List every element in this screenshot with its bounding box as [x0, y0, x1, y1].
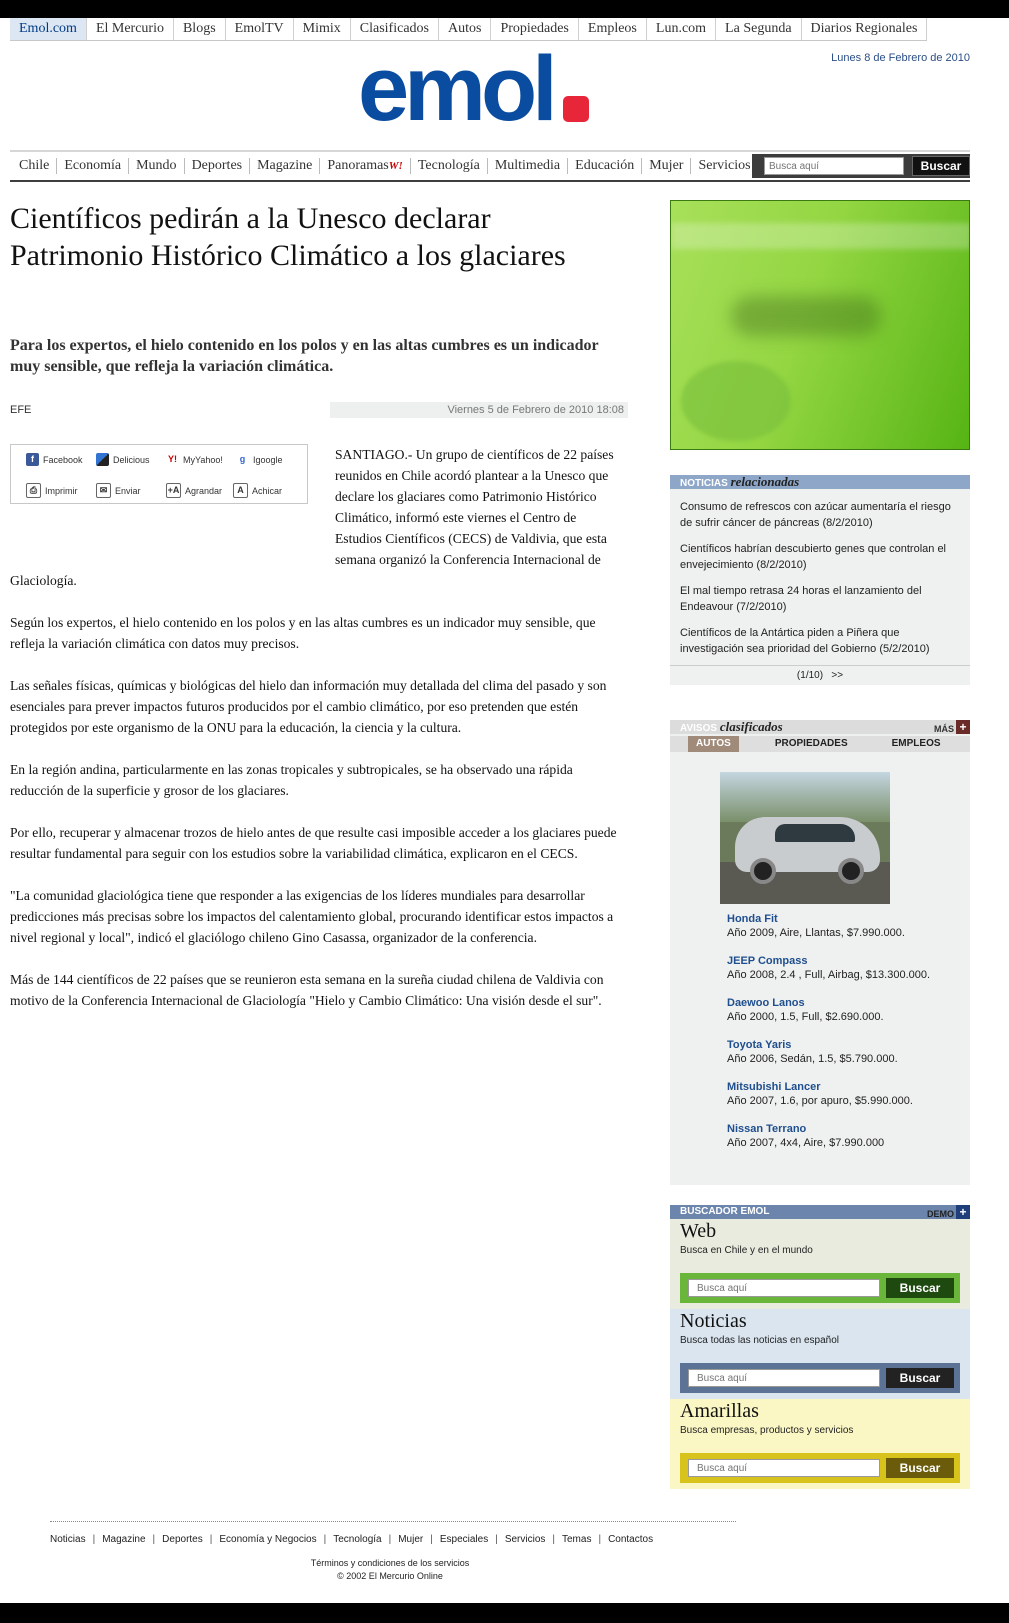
classifieds-header-label: AVISOS	[680, 723, 718, 734]
footer-link[interactable]: Magazine	[102, 1534, 146, 1545]
classifieds-header	[670, 720, 970, 734]
main-section-nav	[10, 150, 970, 182]
site-network-nav	[10, 18, 927, 41]
classifieds-tabs	[670, 736, 970, 752]
article-paragraph: En la región andina, particularmente en las zonas tropicales y subtropicales, se ha observado una rápida reducción de la superficie y grosor de los glaciares.	[10, 762, 573, 798]
sitenav-autos[interactable]: Autos	[439, 18, 491, 40]
sitenav-blogs[interactable]: Blogs	[174, 18, 226, 40]
article-paragraph: Según los expertos, el hielo contenido en los polos y en las altas cumbres es un indicador muy sensible, que refleja la variación climática con datos muy precisos.	[10, 615, 596, 651]
article-dek: Para los expertos, el hielo contenido en los polos y en las altas cumbres es un indicador muy sensible, que refleja la variación climática.	[10, 337, 599, 375]
search-yellowpages-subtitle: Busca empresas, productos y servicios	[680, 1425, 854, 1436]
advertisement-banner[interactable]	[670, 200, 970, 450]
footer-links	[50, 1534, 736, 1545]
car-listing-link[interactable]: Nissan Terrano	[727, 1123, 807, 1135]
car-listing-desc: Año 2008, 2.4 , Full, Airbag, $13.300.000.	[727, 969, 931, 981]
email-label: Enviar	[115, 485, 141, 496]
panoramas-badge: W!	[388, 160, 403, 172]
related-header	[670, 475, 970, 489]
search-yellowpages-title: Amarillas	[680, 1400, 759, 1422]
search-news-title: Noticias	[680, 1310, 747, 1332]
bottom-black-bar	[0, 1603, 1009, 1623]
car-listing-link[interactable]: Toyota Yaris	[727, 1039, 792, 1051]
search-yellowpages-input[interactable]	[688, 1459, 880, 1477]
nav-mundo[interactable]: Mundo	[129, 158, 184, 174]
footer-separator: |	[598, 1534, 602, 1545]
buscador-demo-link[interactable]: DEMO	[927, 1209, 954, 1219]
header-search-input[interactable]	[764, 157, 904, 175]
nav-educacion[interactable]: Educación	[568, 158, 642, 174]
terms-link[interactable]: Términos y condiciones de los servicios	[310, 1558, 470, 1568]
share-myyahoo[interactable]	[166, 453, 223, 466]
ad-stripe	[671, 223, 970, 249]
share-tools	[10, 444, 308, 504]
share-myyahoo-label: MyYahoo!	[183, 454, 223, 465]
footer-link[interactable]: Especiales	[439, 1534, 489, 1545]
search-web-title: Web	[680, 1220, 717, 1242]
nav-economia[interactable]: Economía	[57, 158, 129, 174]
text-larger-icon: +A	[166, 483, 181, 498]
nav-deportes[interactable]: Deportes	[185, 158, 251, 174]
nav-mujer[interactable]: Mujer	[642, 158, 691, 174]
search-news-section	[670, 1309, 970, 1399]
footer-link[interactable]: Servicios	[504, 1534, 546, 1545]
emol-search-box	[670, 1205, 970, 1490]
classifieds-header-title: clasificados	[719, 719, 783, 734]
sitenav-diarios-regionales[interactable]: Diarios Regionales	[802, 18, 928, 40]
delicious-icon	[96, 453, 109, 466]
car-listing-link[interactable]: JEEP Compass	[727, 955, 808, 967]
share-delicious[interactable]	[96, 453, 150, 466]
sitenav-empleos[interactable]: Empleos	[579, 18, 647, 40]
related-header-title: relacionadas	[730, 474, 800, 489]
article-source: EFE	[10, 404, 32, 416]
search-web-section	[670, 1219, 970, 1309]
text-smaller-icon: A	[233, 483, 248, 498]
footer-separator: |	[388, 1534, 392, 1545]
sitenav-clasificados[interactable]: Clasificados	[351, 18, 439, 40]
article-timestamp: Viernes 5 de Febrero de 2010 18:08	[330, 402, 628, 418]
nav-panoramas-label: Panoramas	[327, 158, 389, 173]
car-photo-window	[775, 824, 855, 842]
sitenav-la-segunda[interactable]: La Segunda	[716, 18, 801, 40]
tab-autos[interactable]: AUTOS	[688, 736, 739, 752]
printer-icon: ⎙	[26, 483, 41, 498]
car-listings	[727, 912, 967, 1164]
related-link[interactable]: Científicos de la Antártica piden a Piñera que investigación sea prioridad del Gobierno (5/2/2010)	[680, 627, 930, 655]
car-listing-desc: Año 2007, 4x4, Aire, $7.990.000	[727, 1137, 885, 1149]
yahoo-icon: Y!	[168, 454, 177, 464]
sitenav-emol[interactable]: Emol.com	[10, 18, 87, 40]
header-search-button[interactable]: Buscar	[912, 156, 970, 176]
related-news-box	[670, 475, 970, 685]
current-date: Lunes 8 de Febrero de 2010	[831, 52, 970, 64]
related-page-count: (1/10)	[796, 670, 824, 681]
footer-separator: |	[152, 1534, 156, 1545]
copyright: © 2002 El Mercurio Online	[337, 1571, 443, 1581]
share-facebook-label: Facebook	[43, 454, 83, 465]
search-news-bar	[680, 1363, 960, 1393]
top-black-bar	[0, 0, 1009, 18]
footer-separator: |	[323, 1534, 327, 1545]
plus-icon[interactable]: +	[956, 1205, 970, 1219]
article-paragraph: Las señales físicas, químicas y biológicas del hielo dan información muy detallada del clima del pasado y son esenciales para prever impactos futuros producidos por el cambio climático, por eso pretenden que estén protegidos por este organismo de la ONU para la educación, la ciencia y la cultura.	[10, 678, 607, 735]
share-facebook[interactable]	[26, 453, 83, 466]
car-photo[interactable]	[720, 772, 890, 904]
article-paragraph: Más de 144 científicos de 22 países que se reunieron esta semana en la sureña ciudad chilena de Valdivia con motivo de la Conferencia Internacional de Glaciología "Hielo y Cambio Climático: Una visión desde el sur".	[10, 972, 604, 1008]
search-news-subtitle: Busca todas las noticias en español	[680, 1335, 839, 1346]
search-web-input[interactable]	[688, 1279, 880, 1297]
car-listing-desc: Año 2007, 1.6, por apuro, $5.990.000.	[727, 1095, 913, 1107]
car-listing-desc: Año 2000, 1.5, Full, $2.690.000.	[727, 1011, 884, 1023]
footer-link[interactable]: Contactos	[608, 1534, 654, 1545]
sitenav-emoltv[interactable]: EmolTV	[226, 18, 294, 40]
footer-separator: |	[430, 1534, 433, 1545]
car-listing-link[interactable]: Honda Fit	[727, 913, 778, 925]
nav-tecnologia[interactable]: Tecnología	[411, 158, 488, 174]
nav-multimedia[interactable]: Multimedia	[488, 158, 568, 174]
related-header-label: NOTICIAS	[680, 478, 728, 489]
share-delicious-label: Delicious	[113, 454, 150, 465]
emol-logo[interactable]	[358, 48, 598, 132]
footer-link[interactable]: Tecnología	[333, 1534, 382, 1545]
buscador-header-label: BUSCADOR EMOL	[680, 1206, 770, 1217]
footer-separator: |	[495, 1534, 498, 1545]
search-yellowpages-section	[670, 1399, 970, 1489]
car-photo-sky	[720, 772, 890, 822]
sitenav-propiedades[interactable]: Propiedades	[491, 18, 578, 40]
sitenav-lun[interactable]: Lun.com	[647, 18, 716, 40]
car-listing-desc: Año 2009, Aire, Llantas, $7.990.000.	[727, 927, 905, 939]
nav-servicios[interactable]: Servicios	[698, 158, 751, 173]
nav-chile[interactable]: Chile	[12, 158, 57, 174]
share-igoogle[interactable]	[236, 453, 283, 466]
shrink-label: Achicar	[252, 485, 283, 496]
shrink-text-button[interactable]	[233, 483, 282, 498]
article-paragraph: Por ello, recuperar y almacenar trozos de hielo antes de que resulte casi imposible acceder a los glaciares puede resultar fundamental para seguir con los estudios sobre la variabilidad climática, explicaron en el CECS.	[10, 825, 617, 861]
enlarge-label: Agrandar	[185, 485, 223, 496]
related-pager	[670, 665, 970, 681]
footer-link[interactable]: Temas	[562, 1534, 592, 1545]
car-photo-wheel	[838, 858, 864, 884]
car-listing-desc: Año 2006, Sedán, 1.5, $5.790.000.	[727, 1053, 898, 1065]
print-button[interactable]	[26, 483, 78, 498]
article-paragraph: SANTIAGO.- Un grupo de científicos de 22 países reunidos en Chile acordó plantear a la Unesco que declare los glaciares como Patrimonio Histórico Climático, informó este viernes el Centro de Estudios Científicos (CECS) de Valdivia, que esta semana organizó la Conferencia Internacional de Glaciología.	[10, 447, 614, 588]
buscador-header	[670, 1205, 970, 1219]
related-link[interactable]: El mal tiempo retrasa 24 horas el lanzamiento del Endeavour (7/2/2010)	[680, 585, 922, 613]
article-paragraph: "La comunidad glaciológica tiene que responder a las exigencias de los líderes mundiales para desarrollar predicciones más precisas sobre los impactos del calentamiento global, procurando identificar estos impactos a nivel regional y local", indicó el glaciólogo chileno Gino Casassa, organizador de la conferencia.	[10, 888, 614, 945]
search-yellowpages-button[interactable]: Buscar	[886, 1458, 954, 1478]
classifieds-box	[670, 720, 970, 1185]
footer-link[interactable]: Deportes	[162, 1534, 203, 1545]
sitenav-el-mercurio[interactable]: El Mercurio	[87, 18, 174, 40]
enlarge-text-button[interactable]	[166, 483, 222, 498]
footer-divider	[50, 1521, 736, 1522]
nav-magazine[interactable]: Magazine	[250, 158, 320, 174]
svg-text:emol: emol	[358, 48, 553, 132]
header-search	[752, 154, 970, 178]
ad-flower-graphic	[681, 361, 791, 441]
search-web-bar	[680, 1273, 960, 1303]
footer-link[interactable]: Mujer	[398, 1534, 424, 1545]
search-news-input[interactable]	[688, 1369, 880, 1387]
car-listing-link[interactable]: Daewoo Lanos	[727, 997, 805, 1009]
footer-link[interactable]: Economía y Negocios	[219, 1534, 317, 1545]
footer-link[interactable]: Noticias	[50, 1534, 86, 1545]
search-web-button[interactable]: Buscar	[886, 1278, 954, 1298]
google-icon: g	[236, 453, 249, 466]
email-button[interactable]	[96, 483, 141, 498]
search-yellowpages-bar	[680, 1453, 960, 1483]
footer-separator: |	[92, 1534, 96, 1545]
search-news-button[interactable]: Buscar	[886, 1368, 954, 1388]
footer-legal	[0, 1557, 780, 1583]
related-next-link[interactable]: >>	[831, 670, 844, 681]
article-title: Científicos pedirán a la Unesco declarar Patrimonio Histórico Climático a los glaciares	[10, 202, 566, 272]
facebook-icon: f	[26, 453, 39, 466]
footer-separator: |	[552, 1534, 555, 1545]
share-igoogle-label: Igoogle	[253, 454, 283, 465]
related-link[interactable]: Consumo de refrescos con azúcar aumentaría el riesgo de sufrir cáncer de páncreas (8/2/2010)	[680, 501, 951, 529]
car-photo-wheel	[750, 858, 776, 884]
tab-propiedades[interactable]: PROPIEDADES	[774, 738, 848, 749]
car-listing-link[interactable]: Mitsubishi Lancer	[727, 1081, 821, 1093]
related-link[interactable]: Científicos habrían descubierto genes que controlan el envejecimiento (8/2/2010)	[680, 543, 947, 571]
footer-separator: |	[209, 1534, 213, 1545]
sitenav-mimix[interactable]: Mimix	[294, 18, 351, 40]
search-web-subtitle: Busca en Chile y en el mundo	[680, 1245, 813, 1256]
envelope-icon: ✉	[96, 483, 111, 498]
print-label: Imprimir	[45, 485, 78, 496]
tab-empleos[interactable]: EMPLEOS	[891, 738, 941, 749]
ad-blurred-text	[731, 296, 881, 336]
classifieds-more-link[interactable]: MÁS	[934, 724, 954, 734]
article-body	[10, 444, 622, 1032]
nav-panoramas[interactable]	[320, 158, 411, 174]
plus-icon[interactable]: +	[956, 720, 970, 734]
